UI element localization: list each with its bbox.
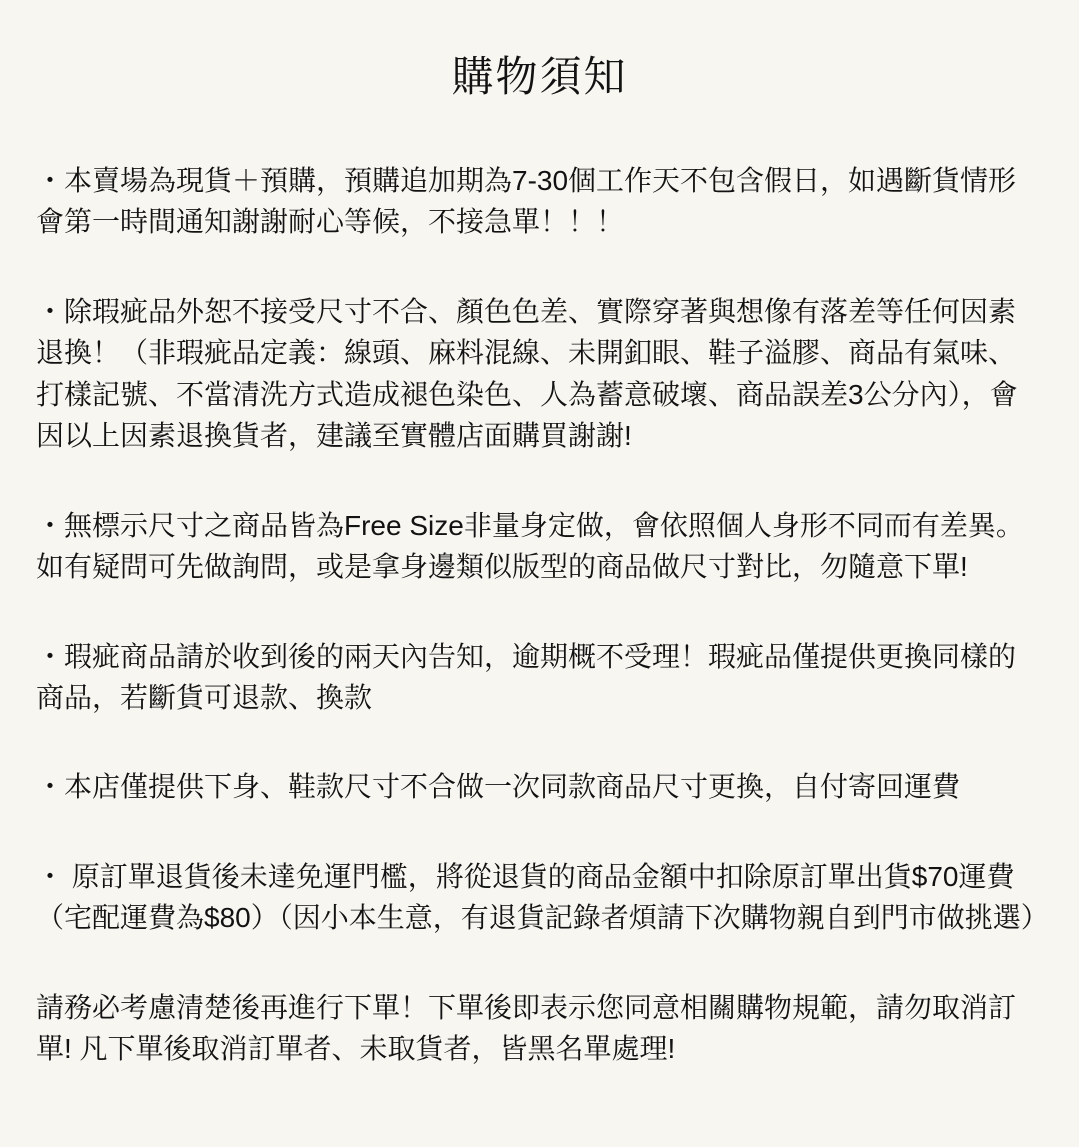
notice-paragraph-shipping-fee: ・ 原訂單退貨後未達免運門檻，將從退貨的商品金額中扣除原訂單出貨$70運費（宅配運費為$80）（因小本生意，有退貨記錄者煩請下次購物親自到門市做挑選） — [36, 860, 1049, 934]
notice-paragraph-final-warning: 請務必考慮清楚後再進行下單！下單後即表示您同意相關購物規範，請勿取消訂單! 凡下單後取消訂單者、未取貨者，皆黑名單處理! — [36, 991, 1017, 1065]
notice-paragraph-preorder: ・本賣場為現貨＋預購，預購追加期為7-30個工作天不包含假日，如遇斷貨情形會第一時間通知謝謝耐心等候，不接急單！！！ — [36, 165, 1017, 238]
notice-paragraph-free-size: ・無標示尺寸之商品皆為Free Size非量身定做，會依照個人身形不同而有差異。如有疑問可先做詢問，或是拿身邊類似版型的商品做尺寸對比，勿隨意下單! — [36, 509, 1024, 583]
notice-paragraph-return-policy: ・除瑕疵品外恕不接受尺寸不合、顏色色差、實際穿著與想像有落差等任何因素退換！（非瑕疵品定義：線頭、麻料混線、未開釦眼、鞋子溢膠、商品有氣味、打樣記號、不當清洗方式造成褪色染色、人為蓄意破壞、商品誤差3公分內），會因以上因素退換貨者，建議至實體店面購買謝謝! — [36, 295, 1018, 452]
page-title: 購物須知 — [451, 53, 628, 100]
notice-paragraph-size-exchange: ・本店僅提供下身、鞋款尺寸不合做一次同款商品尺寸更換，自付寄回運費 — [36, 771, 961, 803]
notice-paragraph-defect-report: ・瑕疵商品請於收到後的兩天內告知，逾期概不受理！瑕疵品僅提供更換同樣的商品，若斷貨可退款、換款 — [36, 640, 1017, 713]
